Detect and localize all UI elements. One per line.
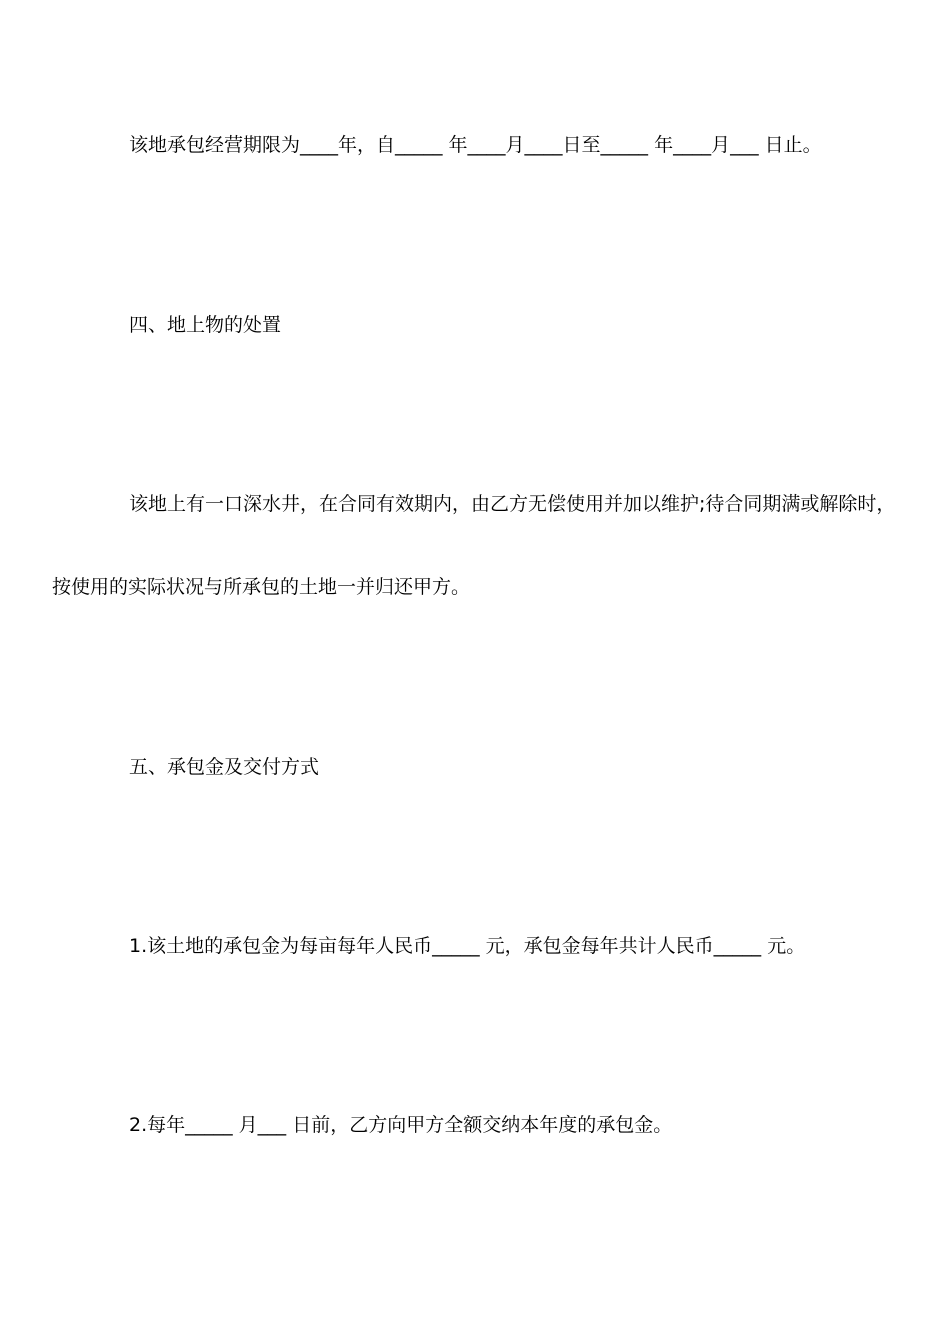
section-5-item-2: 2.每年_____ 月___ 日前，乙方向甲方全额交纳本年度的承包金。 — [129, 1114, 673, 1136]
section-4-heading: 四、地上物的处置 — [129, 314, 282, 336]
section-4-paragraph-line-2: 按使用的实际状况与所承包的土地一并归还甲方。 — [52, 576, 471, 598]
section-4-paragraph-line-1: 该地上有一口深水井，在合同有效期内，由乙方无偿使用并加以维护;待合同期满或解除时， — [129, 493, 896, 515]
contract-term-line: 该地承包经营期限为____年，自_____ 年____月____日至_____ 年____月___ 日止。 — [129, 134, 822, 156]
section-5-item-1: 1.该土地的承包金为每亩每年人民币_____ 元，承包金每年共计人民币_____ 元。 — [129, 935, 806, 957]
section-5-heading: 五、承包金及交付方式 — [129, 756, 320, 778]
